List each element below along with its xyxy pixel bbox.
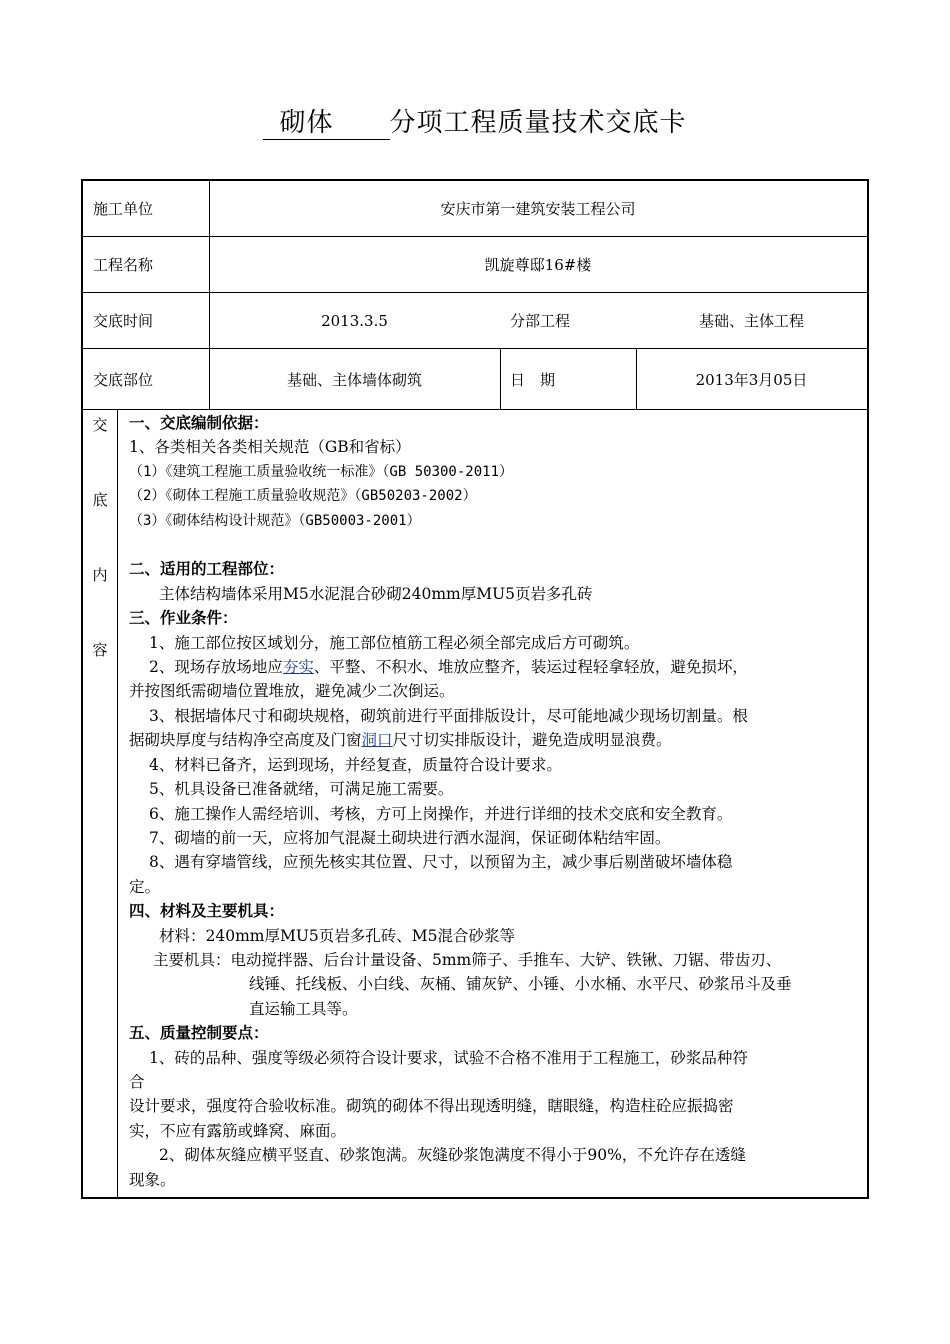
content-line: 2、砌体灰缝应横平竖直、砂浆饱满。灰缝砂浆饱满度不得小于90%，不允许存在透缝 <box>159 1146 746 1165</box>
content-line: 8、遇有穿墙管线，应预先核实其位置、尺寸，以预留为主，减少事后剔凿破坏墙体稳 <box>149 853 733 872</box>
content-line: 3、根据墙体尺寸和砌块规格，砌筑前进行平面排版设计，尽可能地减少现场切割量。根 <box>149 706 748 725</box>
content-line <box>129 655 865 679</box>
title-text: 分项工程质量技术交底卡 <box>389 108 687 138</box>
value-date: 2013年3月05日 <box>695 370 808 389</box>
section-heading: 五、质量控制要点： <box>129 1023 269 1043</box>
content-text: 、平整、不积水、堆放应整齐，装运过程轻拿轻放，避免损坏， <box>313 658 748 677</box>
content-line: 线锤、托线板、小白线、灰桶、铺灰铲、小锤、小水桶、水平尺、砂浆吊斗及垂 <box>249 975 792 994</box>
content-text: 据砌块厚度与结构净空高度及门窗 <box>129 731 362 750</box>
label-briefing-part: 交底部位 <box>93 370 154 389</box>
content-line: （1）《建筑工程施工质量验收统一标准》（GB 50300-2011） <box>129 463 514 480</box>
content-line: 6、施工操作人需经培训、考核，方可上岗操作，并进行详细的技术交底和安全教育。 <box>149 804 733 823</box>
side-label-char: 容 <box>92 641 108 659</box>
content-line: 直运输工具等。 <box>249 999 358 1018</box>
content-line: （3）《砌体结构设计规范》（GB50003-2001） <box>129 512 421 529</box>
side-label-char: 交 <box>92 416 108 434</box>
section-heading: 二、适用的工程部位： <box>129 559 285 579</box>
value-briefing-time: 2013.3.5 <box>321 311 388 330</box>
content-line <box>129 728 865 752</box>
section-heading: 三、作业条件： <box>129 608 238 628</box>
row-divider <box>83 409 867 410</box>
briefing-content <box>129 411 865 1192</box>
content-line: 1、砖的品种、强度等级必须符合设计要求，试验不合格不准用于工程施工，砂浆品种符 <box>149 1048 748 1067</box>
side-label-char: 底 <box>92 491 108 509</box>
content-line: 定。 <box>129 877 161 896</box>
content-line: 7、砌墙的前一天，应将加气混凝土砌块进行洒水湿润，保证砌体粘结牢固。 <box>149 828 671 847</box>
content-text: 尺寸切实排版设计，避免造成明显浪费。 <box>392 731 672 750</box>
value-sub-project: 基础、主体工程 <box>698 312 804 330</box>
value-project-name: 凯旋尊邸16#楼 <box>484 256 592 274</box>
content-line: 主要机具：电动搅拌器、后台计量设备、5mm筛子、手推车、大铲、铁锹、刀锯、带齿刃、 <box>153 950 782 969</box>
title-blank-underline <box>348 113 390 140</box>
content-text: 2、现场存放场地应 <box>149 658 283 677</box>
content-line: 材料：240mm厚MU5页岩多孔砖、M5混合砂浆等 <box>159 926 516 945</box>
content-line: 1、施工部位按区域划分，施工部位植筋工程必须全部完成后方可砌筑。 <box>149 633 640 652</box>
label-construction-unit: 施工单位 <box>93 200 154 218</box>
document-title <box>0 102 950 140</box>
content-line: 5、机具设备已准备就绪，可满足施工需要。 <box>149 780 454 799</box>
label-project-name: 工程名称 <box>93 256 154 274</box>
col-divider <box>117 409 118 1197</box>
content-line: 1、各类相关各类相关规范（GB和省标） <box>129 438 411 457</box>
content-line: 4、材料已备齐，运到现场，并经复查，质量符合设计要求。 <box>149 755 562 774</box>
blank-line <box>129 533 865 557</box>
link-hangshi[interactable]: 夯实 <box>282 658 314 677</box>
label-briefing-time: 交底时间 <box>93 312 154 330</box>
title-underlined-part: 砌体 <box>263 102 347 140</box>
section-heading: 四、材料及主要机具： <box>129 901 285 921</box>
content-line: 设计要求，强度符合验收标准。砌筑的砌体不得出现透明缝，瞎眼缝，构造柱砼应振捣密 <box>129 1097 734 1116</box>
value-construction-unit: 安庆市第一建筑安装工程公司 <box>440 200 636 218</box>
content-line: 现象。 <box>129 1170 176 1189</box>
value-briefing-part: 基础、主体墙体砌筑 <box>286 370 422 389</box>
side-label-char: 内 <box>92 566 108 584</box>
section-heading: 一、交底编制依据： <box>129 413 269 432</box>
label-date: 日 期 <box>510 370 556 389</box>
label-sub-project: 分部工程 <box>510 312 571 330</box>
content-line: 主体结构墙体采用M5水泥混合砂砌240mm厚MU5页岩多孔砖 <box>159 584 593 603</box>
content-line: 并按图纸需砌墙位置堆放，避免减少二次倒运。 <box>129 682 455 701</box>
link-dongkou[interactable]: 洞口 <box>361 731 393 750</box>
content-line: 合 <box>129 1072 145 1091</box>
form-table <box>81 179 869 1199</box>
content-line: （2）《砌体工程施工质量验收规范》（GB50203-2002） <box>129 488 477 505</box>
content-line: 实，不应有露筋或蜂窝、麻面。 <box>129 1121 347 1140</box>
